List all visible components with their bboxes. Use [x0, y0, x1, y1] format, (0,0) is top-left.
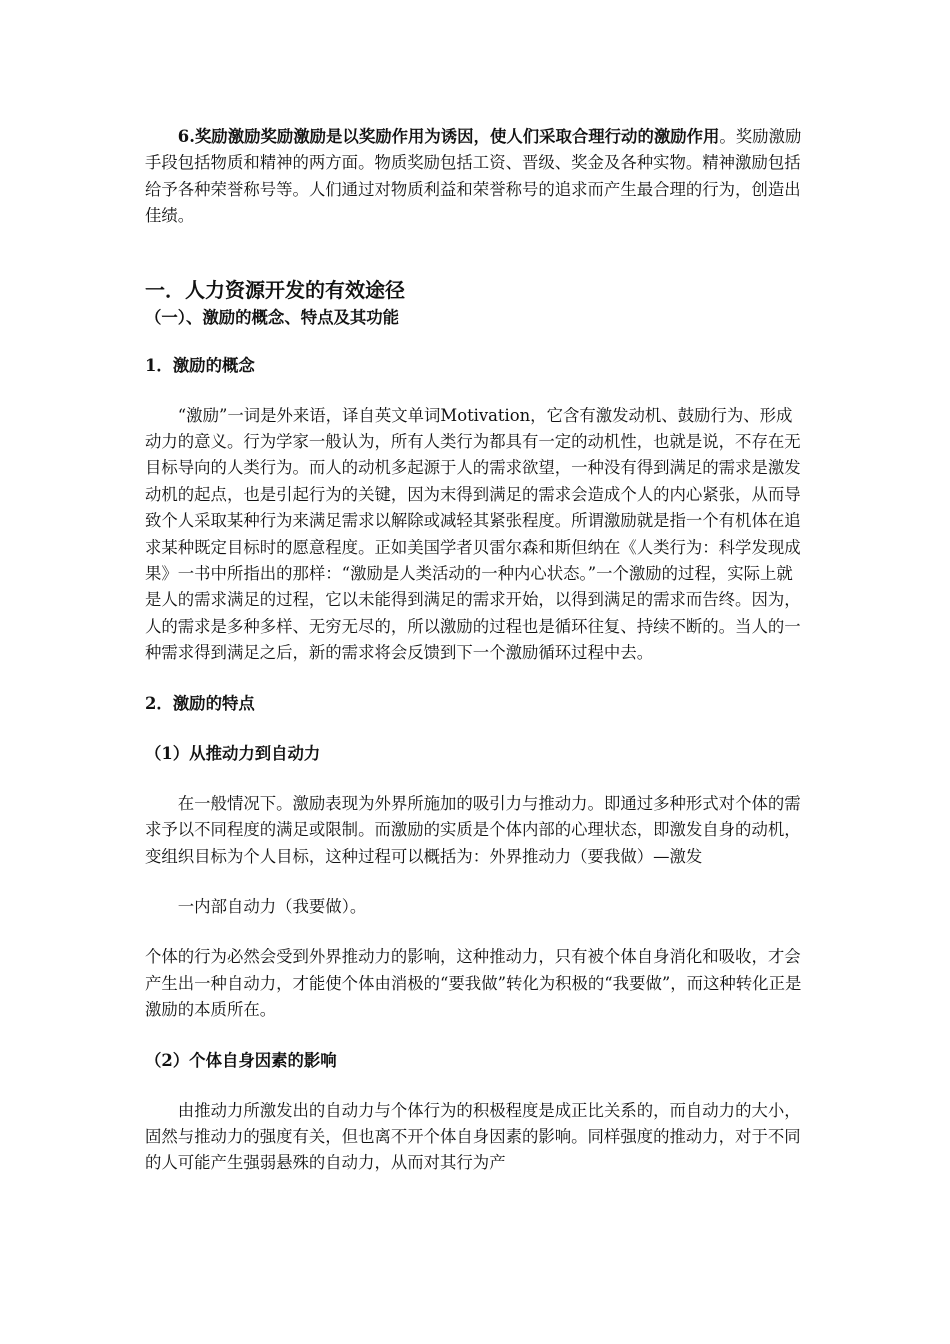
features-heading: 2．激励的特点 [145, 693, 255, 713]
feature1-paragraph-3: 个体的行为必然会受到外界推动力的影响，这种推动力，只有被个体自身消化和吸收，才会产生出一种自动力，才能使个体由消极的“要我做”转化为积极的“我要做”，而这种转化正是激励的本质所在。 [145, 947, 802, 1020]
feature1-heading: （1）从推动力到自动力 [145, 743, 321, 763]
section6-title: 6.奖励激励奖励激励是以奖励作用为诱因，使人们采取合理行动的激励作用 [177, 127, 720, 146]
heading-level2: （一）、激励的概念、特点及其功能 [145, 307, 400, 327]
concept-paragraph: “激励”一词是外来语，译自英文单词Motivation，它含有激发动机、鼓励行为、形成动力的意义。行为学家一般认为，所有人类行为都具有一定的动机性，也就是说，不存在无目标导向的人类行为。而人的动机多起源于人的需求欲望，一种没有得到满足的需求是激发动机的起点，也是引起行为的关键，因为末得到满足的需求会造成个人的内心紧张，从而导致个人采取某种行为来满足需求以解除或减轻其紧张程度。所谓激励就是指一个有机体在追求某种既定目标时的愿意程度。正如美国学者贝雷尔森和斯但纳在《人类行为：科学发现成果》一书中所指出的那样：“激励是人类活动的一种内心状态。”一个激励的过程，实际上就是人的需求满足的过程，它以未能得到满足的需求开始，以得到满足的需求而告终。因为，人的需求是多种多样、无穷无尽的，所以激励的过程也是循环往复、持续不断的。当人的一种需求得到满足之后，新的需求将会反馈到下一个激励循环过程中去。 [145, 405, 801, 663]
section6-body: 。奖励激励手段包括物质和精神的两方面。物质奖励包括工资、晋级、奖金及各种实物。精神激励包括给予各种荣誉称号等。人们通过对物质利益和荣誉称号的追求而产生最合理的行为，创造出佳绩。 [145, 127, 802, 226]
feature2-heading: （2）个体自身因素的影响 [145, 1050, 337, 1070]
feature1-paragraph-2: 一内部自动力（我要做）。 [177, 896, 367, 916]
section6-paragraph [145, 124, 805, 230]
feature2-paragraph-1: 由推动力所激发出的自动力与个体行为的积极程度是成正比关系的，而自动力的大小，固然与推动力的强度有关，但也离不开个体自身因素的影响。同样强度的推动力，对于不同的人可能产生强弱悬殊的自动力，从而对其行为产 [145, 1100, 801, 1173]
document-page [145, 124, 805, 1177]
heading-level1: 一．人力资源开发的有效途径 [145, 277, 405, 302]
concept-heading: 1．激励的概念 [145, 355, 255, 375]
feature1-paragraph-1: 在一般情况下。激励表现为外界所施加的吸引力与推动力。即通过多种形式对个体的需求予以不同程度的满足或限制。而激励的实质是个体内部的心理状态，即激发自身的动机，变组织目标为个人目标，这种过程可以概括为：外界推动力（要我做）—激发 [145, 793, 801, 866]
